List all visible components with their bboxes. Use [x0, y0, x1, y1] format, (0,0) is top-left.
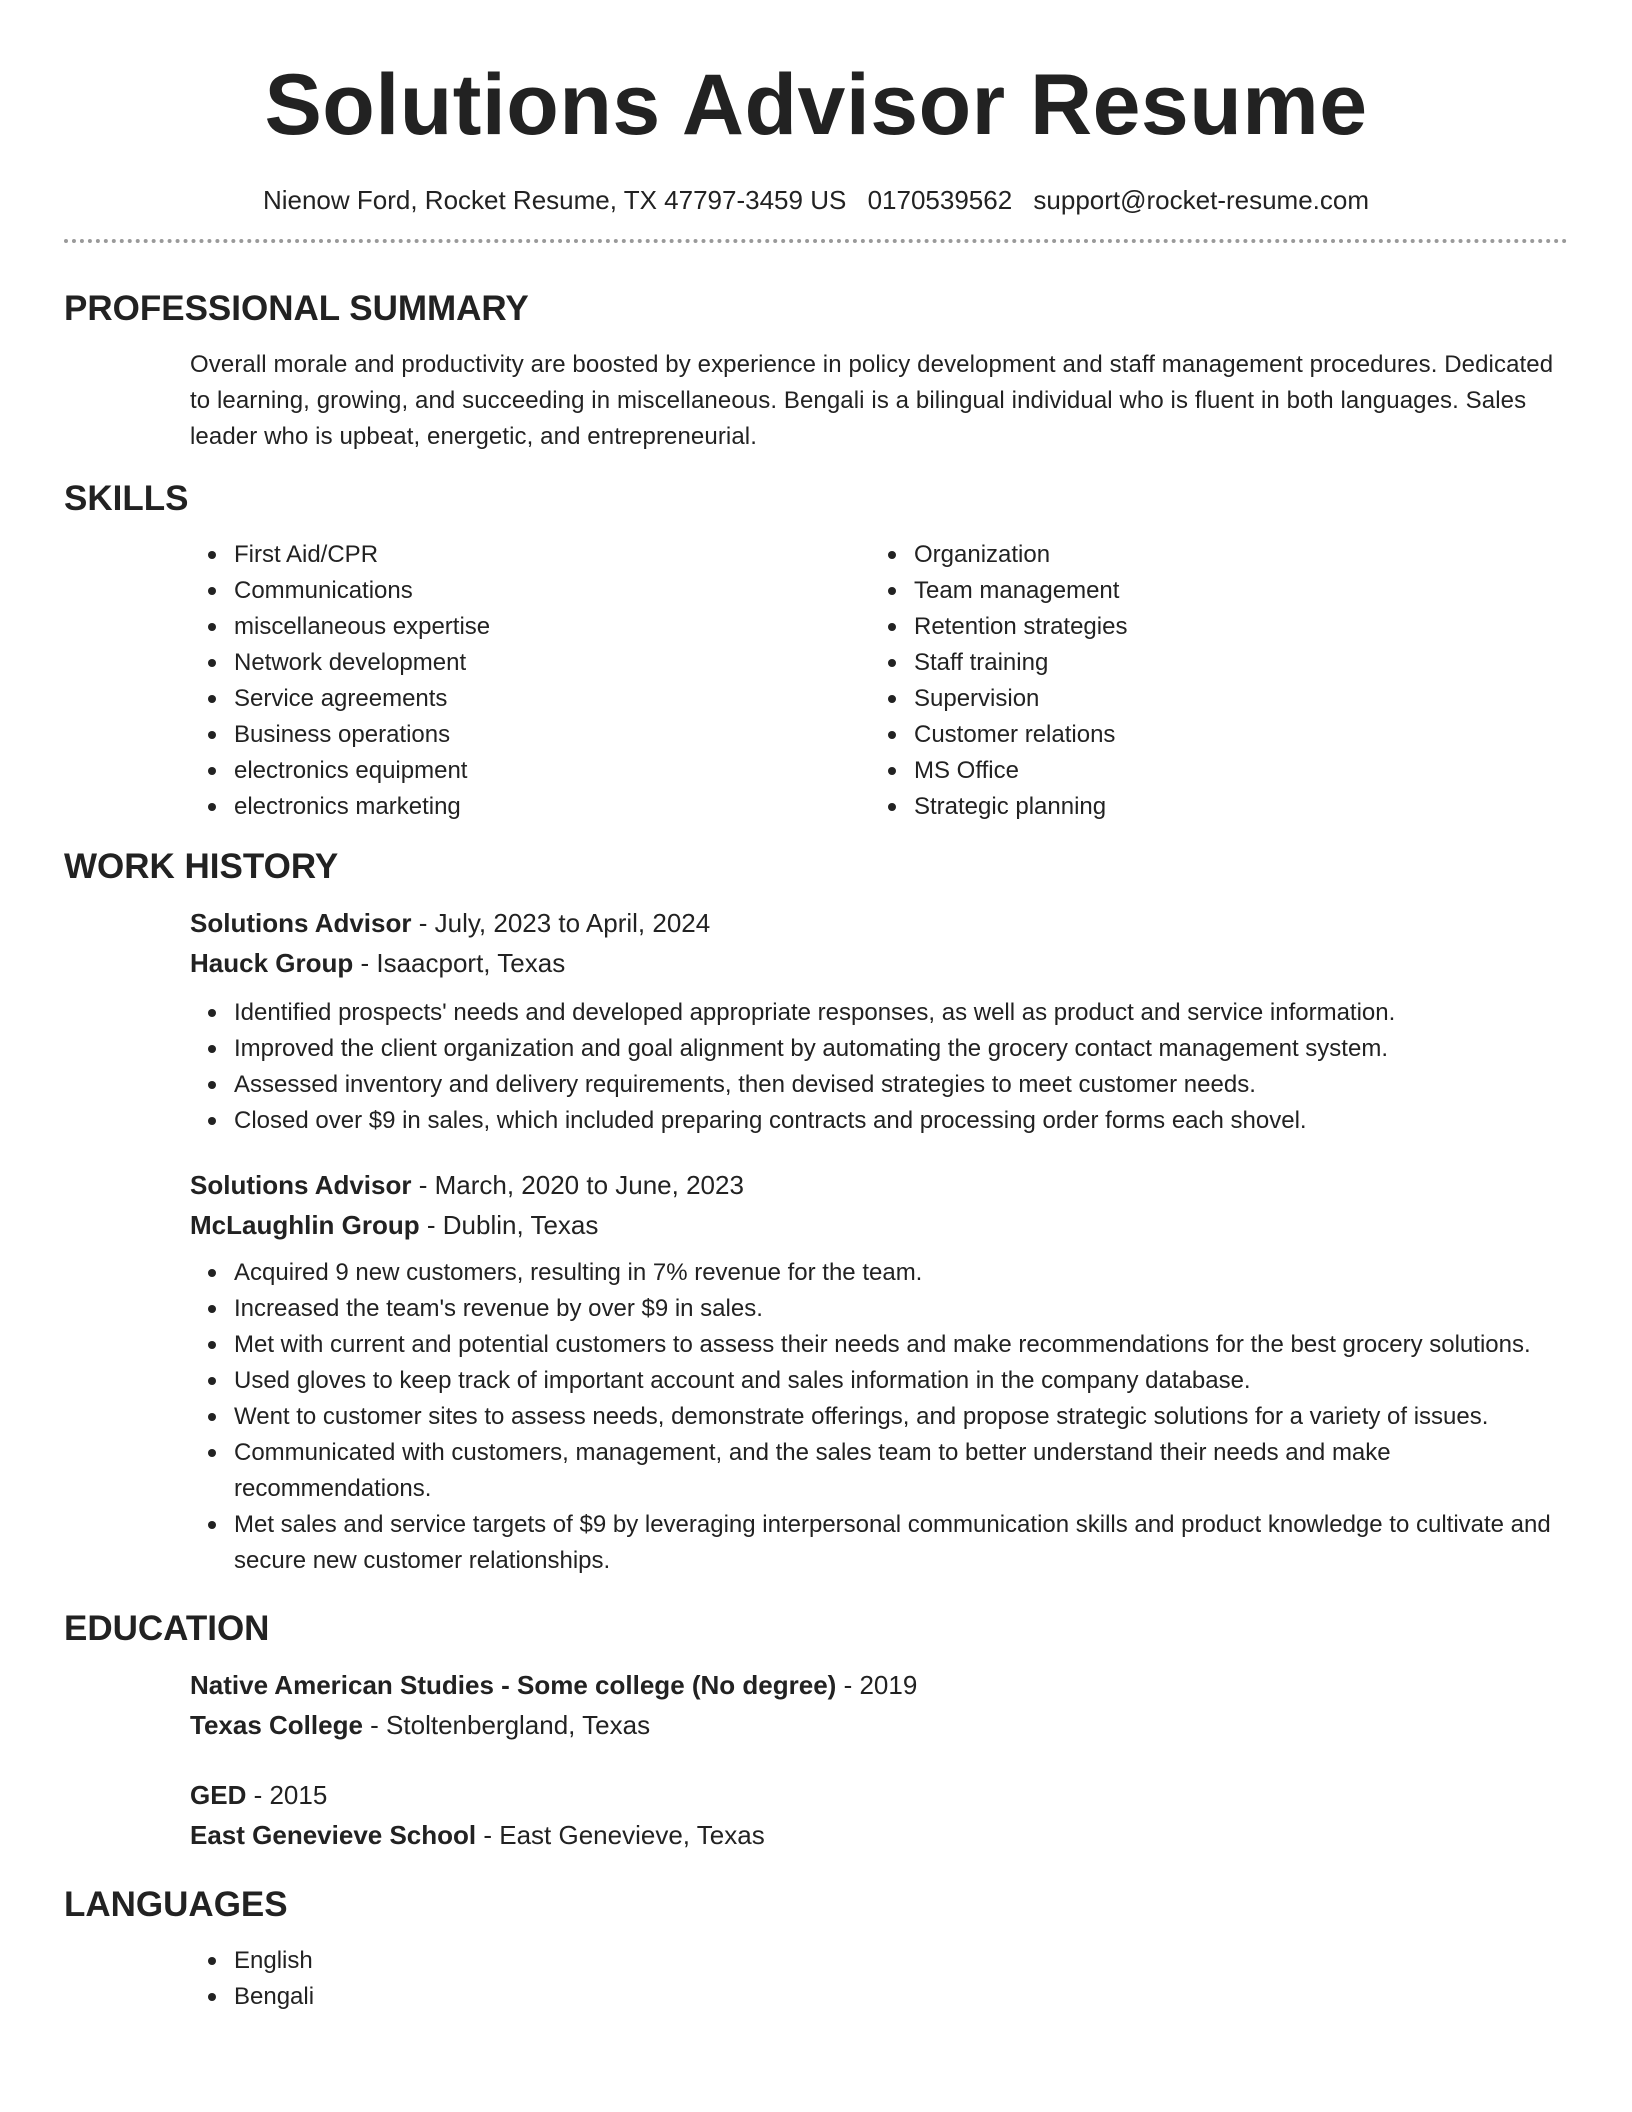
skills-grid [64, 537, 1568, 825]
job-entry [64, 903, 1568, 1139]
job-company-line [190, 943, 1568, 983]
skills-list-right [870, 537, 1550, 825]
job-title-line [190, 903, 1568, 943]
job-dates: - July, 2023 to April, 2024 [411, 908, 711, 938]
skill-item: Retention strategies [914, 609, 1550, 645]
job-bullets [190, 995, 1568, 1139]
skill-item: Business operations [234, 717, 870, 753]
education-school-line [190, 1705, 1568, 1745]
job-bullet: Met with current and potential customers to assess their needs and make recommendations for the best grocery solutions. [234, 1327, 1568, 1363]
skill-item: Strategic planning [914, 789, 1550, 825]
skill-item: MS Office [914, 753, 1550, 789]
job-title-line [190, 1165, 1568, 1205]
skill-item: electronics equipment [234, 753, 870, 789]
education-location: - Stoltenbergland, Texas [362, 1710, 651, 1740]
job-bullet: Closed over $9 in sales, which included preparing contracts and processing order forms each shovel. [234, 1103, 1568, 1139]
job-bullet: Improved the client organization and goal alignment by automating the grocery contact management system. [234, 1031, 1568, 1067]
resume-page [64, 0, 1568, 2015]
job-title: Solutions Advisor [190, 908, 412, 938]
work-section [64, 845, 1568, 1579]
job-bullet: Met sales and service targets of $9 by leveraging interpersonal communication skills and product knowledge to cultivate and secure new customer relationships. [234, 1507, 1568, 1579]
language-item: Bengali [234, 1979, 1568, 2015]
job-bullet: Identified prospects' needs and developed appropriate responses, as well as product and service information. [234, 995, 1568, 1031]
education-school: East Genevieve School [190, 1820, 477, 1850]
job-location: - Dublin, Texas [419, 1210, 599, 1240]
education-year: - 2019 [836, 1670, 918, 1700]
contact-email[interactable]: support@rocket-resume.com [1033, 185, 1370, 215]
job-bullet: Used gloves to keep track of important account and sales information in the company database. [234, 1363, 1568, 1399]
education-section [64, 1607, 1568, 1855]
job-bullet: Assessed inventory and delivery requirements, then devised strategies to meet customer needs. [234, 1067, 1568, 1103]
skill-item: miscellaneous expertise [234, 609, 870, 645]
work-heading: WORK HISTORY [64, 847, 339, 886]
job-bullet: Went to customer sites to assess needs, demonstrate offerings, and propose strategic solutions for a variety of issues. [234, 1399, 1568, 1435]
skill-item: Network development [234, 645, 870, 681]
skills-list-left [190, 537, 870, 825]
job-company: McLaughlin Group [190, 1210, 420, 1240]
education-year: - 2015 [246, 1780, 328, 1810]
summary-section [64, 287, 1568, 455]
skill-item: Organization [914, 537, 1550, 573]
job-bullet: Increased the team's revenue by over $9 in sales. [234, 1291, 1568, 1327]
job-title: Solutions Advisor [190, 1170, 412, 1200]
skill-item: Service agreements [234, 681, 870, 717]
skill-item: Customer relations [914, 717, 1550, 753]
skill-item: First Aid/CPR [234, 537, 870, 573]
skill-item: Supervision [914, 681, 1550, 717]
job-bullets [190, 1255, 1568, 1579]
education-heading: EDUCATION [64, 1609, 270, 1648]
education-school: Texas College [190, 1710, 363, 1740]
job-bullet: Acquired 9 new customers, resulting in 7% revenue for the team. [234, 1255, 1568, 1291]
education-degree: Native American Studies - Some college (No degree) [190, 1670, 837, 1700]
languages-heading: LANGUAGES [64, 1885, 288, 1924]
education-degree-line [190, 1775, 1568, 1815]
job-company-line [190, 1205, 1568, 1245]
languages-list [64, 1943, 1568, 2015]
education-entry [64, 1775, 1568, 1855]
skill-item: Team management [914, 573, 1550, 609]
education-school-line [190, 1815, 1568, 1855]
language-item: English [234, 1943, 1568, 1979]
education-location: - East Genevieve, Texas [476, 1820, 765, 1850]
skill-item: Communications [234, 573, 870, 609]
education-degree: GED [190, 1780, 247, 1810]
skills-heading: SKILLS [64, 479, 189, 518]
skill-item: Staff training [914, 645, 1550, 681]
header-divider [64, 239, 1568, 243]
contact-phone: 0170539562 [867, 185, 1013, 215]
education-entry [64, 1665, 1568, 1745]
job-entry [64, 1165, 1568, 1579]
skill-item: electronics marketing [234, 789, 870, 825]
skills-section [64, 477, 1568, 825]
job-dates: - March, 2020 to June, 2023 [411, 1170, 744, 1200]
job-company: Hauck Group [190, 948, 354, 978]
summary-heading: PROFESSIONAL SUMMARY [64, 289, 529, 328]
job-location: - Isaacport, Texas [353, 948, 566, 978]
education-degree-line [190, 1665, 1568, 1705]
contact-line [64, 184, 1568, 216]
resume-title: Solutions Advisor Resume [264, 57, 1368, 153]
languages-section [64, 1883, 1568, 2015]
contact-address: Nienow Ford, Rocket Resume, TX 47797-3459 US [262, 185, 847, 215]
summary-text: Overall morale and productivity are boosted by experience in policy development and staff management procedures. Dedicated to learning, growing, and succeeding in miscellaneous. Bengali is a bilingual individual who is fluent in both languages. Sales leader who is upbeat, energetic, and entrepreneurial. [190, 351, 1554, 450]
job-bullet: Communicated with customers, management, and the sales team to better understand their needs and make recommendations. [234, 1435, 1568, 1507]
